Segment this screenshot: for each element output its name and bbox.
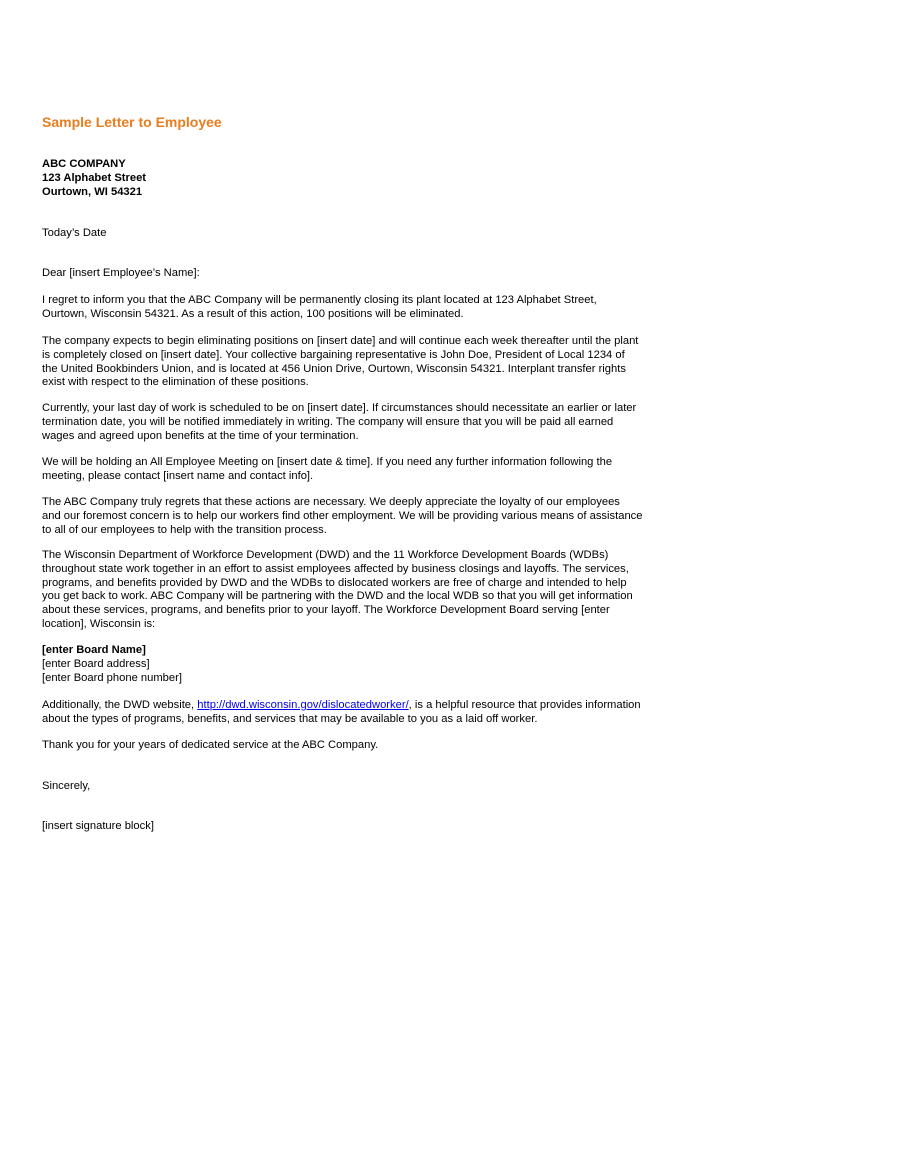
paragraph-regrets (42, 496, 642, 537)
paragraph-line: Ourtown, Wisconsin 54321. As a result of this action, 100 positions will be eliminated. (42, 307, 464, 320)
paragraph-line: location], Wisconsin is: (42, 617, 156, 630)
paragraph-line: We will be holding an All Employee Meeting on [insert date & time]. If you need any further information following the (42, 456, 613, 468)
paragraph-line: termination date, you will be notified immediately in writing. The company will ensure that you will be paid all earned (42, 415, 614, 428)
website-line-2: about the types of programs, benefits, and services that may be available to you as a laid off worker. (42, 712, 538, 725)
letter-date (42, 227, 106, 241)
board-address: [enter Board address] (42, 657, 150, 670)
sender-address (42, 158, 146, 199)
paragraph-line: The ABC Company truly regrets that these actions are necessary. We deeply appreciate the loyalty of our employees (42, 496, 620, 508)
paragraph-line: about these services, programs, and benefits prior to your layoff. The Workforce Development Board serving [enter (42, 604, 610, 617)
sender-street: 123 Alphabet Street (42, 171, 147, 184)
dwd-website-link[interactable]: http://dwd.wisconsin.gov/dislocatedworker/ (197, 699, 409, 711)
website-text-before: Additionally, the DWD website, (42, 699, 198, 711)
sender-city: Ourtown, WI 54321 (42, 185, 143, 198)
website-text-after: , is a helpful resource that provides information (408, 699, 641, 711)
date-text: Today’s Date (42, 227, 107, 239)
paragraph-line: wages and agreed upon benefits at the time of your termination. (42, 429, 359, 442)
paragraph-dwd-services (42, 549, 633, 632)
paragraph-closure-notice (42, 294, 597, 322)
paragraph-line: The company expects to begin eliminating positions on [insert date] and will continue each week thereafter until the plant (42, 335, 639, 347)
paragraph-website (42, 699, 641, 727)
thanks-text: Thank you for your years of dedicated service at the ABC Company. (42, 739, 379, 751)
website-line-1 (42, 699, 641, 713)
paragraph-line: Currently, your last day of work is scheduled to be on [insert date]. If circumstances should necessitate an earlier or later (42, 402, 637, 414)
board-phone: [enter Board phone number] (42, 671, 182, 684)
signature-block (42, 820, 154, 834)
paragraph-meeting (42, 456, 612, 484)
paragraph-line: to all of our employees to help with the transition process. (42, 523, 327, 536)
paragraph-line: throughout state work together in an effort to assist employees affected by business closings and layoffs. The services, (42, 562, 629, 575)
board-info (42, 644, 182, 685)
closing (42, 780, 90, 794)
document-heading: Sample Letter to Employee (42, 114, 222, 130)
salutation-text: Dear [insert Employee’s Name]: (42, 267, 200, 279)
closing-text: Sincerely, (42, 780, 91, 792)
paragraph-line: The Wisconsin Department of Workforce Development (DWD) and the 11 Workforce Development Boards (WDBs) (42, 549, 609, 561)
board-name: [enter Board Name] (42, 644, 146, 656)
paragraph-thanks (42, 739, 378, 753)
signature-text: [insert signature block] (42, 820, 154, 832)
paragraph-line: and our foremost concern is to help our workers find other employment. We will be providing various means of assistance (42, 509, 643, 522)
paragraph-line: exist with respect to the elimination of these positions. (42, 376, 309, 389)
salutation (42, 267, 200, 281)
sender-company: ABC COMPANY (42, 158, 126, 170)
paragraph-schedule (42, 335, 638, 390)
paragraph-line: is completely closed on [insert date]. Your collective bargaining representative is John Doe, President of Local 1234 of (42, 348, 625, 361)
paragraph-line: you get back to work. ABC Company will be partnering with the DWD and the local WDB so that you will get information (42, 590, 633, 603)
paragraph-line: programs, and benefits provided by DWD and the WDBs to dislocated workers are free of charge and intended to help (42, 576, 627, 589)
paragraph-line: the United Bookbinders Union, and is located at 456 Union Drive, Ourtown, Wisconsin 54321. Interplant transfer rights (42, 362, 626, 375)
paragraph-line: I regret to inform you that the ABC Company will be permanently closing its plant located at 123 Alphabet Street, (42, 294, 597, 306)
paragraph-last-day (42, 402, 636, 443)
paragraph-line: meeting, please contact [insert name and contact info]. (42, 469, 314, 482)
